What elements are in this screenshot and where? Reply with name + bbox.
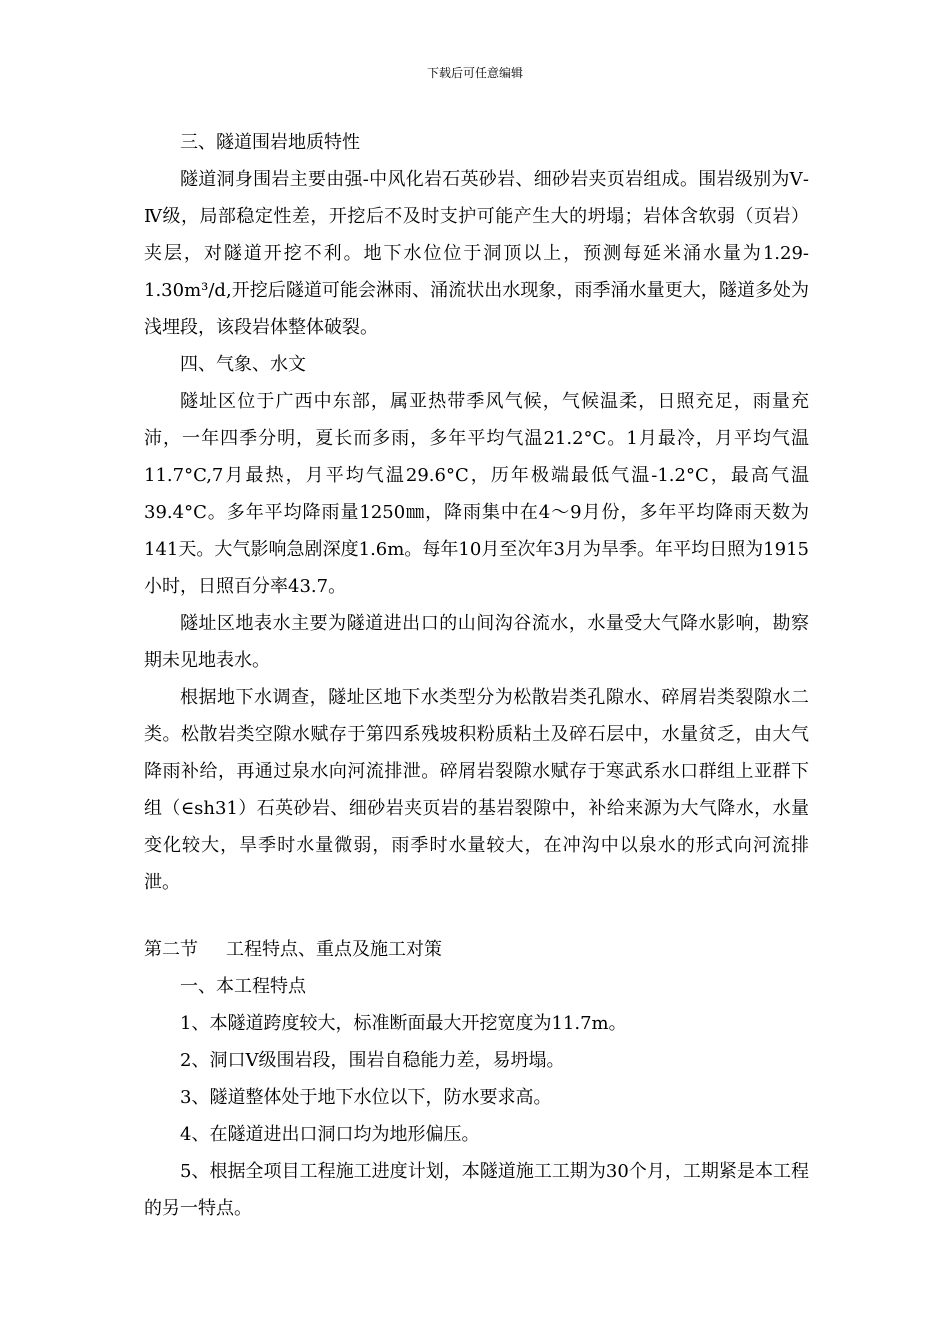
features-heading: 一、本工程特点 [180, 976, 306, 997]
climate-paragraph: 隧址区位于广西中东部，属亚热带季风气候，气候温柔，日照充足，雨量充沛，一年四季分明，夏长而多雨，多年平均气温21.2°C。1月最冷，月平均气温11.7°C,7月最热，月平均气温29.6°C，历年极端最低气温-1.2°C，最高气温39.4°C。多年平均降雨量1250㎜，降雨集中在4～9月份，多年平均降雨天数为141天。大气影响急剧深度1.6m。每年10月至次年3月为旱季。年平均日照为1915小时，日照百分率43.7。 [144, 391, 809, 597]
document-body [144, 124, 809, 1227]
feature-item: 5、根据全项目工程施工进度计划，本隧道施工工期为30个月，工期紧是本工程的另一特点。 [144, 1161, 809, 1219]
page-header: 下载后可任意编辑 [426, 66, 523, 80]
feature-item: 2、洞口Ⅴ级围岩段，围岩自稳能力差，易坍塌。 [180, 1050, 565, 1071]
section-spacer [144, 901, 809, 931]
surface-water-paragraph: 隧址区地表水主要为隧道进出口的山间沟谷流水，水量受大气降水影响，勘察期未见地表水。 [144, 613, 809, 671]
feature-item: 4、在隧道进出口洞口均为地形偏压。 [180, 1124, 480, 1145]
section4-heading: 四、气象、水文 [180, 354, 306, 375]
feature-item: 1、本隧道跨度较大，标准断面最大开挖宽度为11.7m。 [180, 1013, 627, 1034]
groundwater-paragraph: 根据地下水调查，隧址区地下水类型分为松散岩类孔隙水、碎屑岩类裂隙水二类。松散岩类空隙水赋存于第四系残坡积粉质粘土及碎石层中，水量贫乏，由大气降雨补给，再通过泉水向河流排泄。碎屑岩裂隙水赋存于寒武系水口群组上亚群下组（∈sh31）石英砂岩、细砂岩夹页岩的基岩裂隙中，补给来源为大气降水，水量变化较大，旱季时水量微弱，雨季时水量较大，在冲沟中以泉水的形式向河流排泄。 [144, 687, 809, 893]
section3-paragraph: 隧道洞身围岩主要由强-中风化岩石英砂岩、细砂岩夹页岩组成。围岩级别为Ⅴ-Ⅳ级，局部稳定性差，开挖后不及时支护可能产生大的坍塌；岩体含软弱（页岩）夹层，对隧道开挖不利。地下水位位于洞顶以上，预测每延米涌水量为1.29-1.30m³/d,开挖后隧道可能会淋雨、涌流状出水现象，雨季涌水量更大，隧道多处为浅埋段，该段岩体整体破裂。 [144, 169, 809, 338]
section3-heading: 三、隧道围岩地质特性 [180, 132, 360, 153]
feature-item: 3、隧道整体处于地下水位以下，防水要求高。 [180, 1087, 552, 1108]
section-name: 工程特点、重点及施工对策 [226, 939, 442, 960]
section-number: 第二节 [144, 939, 198, 960]
section-title [144, 931, 809, 968]
